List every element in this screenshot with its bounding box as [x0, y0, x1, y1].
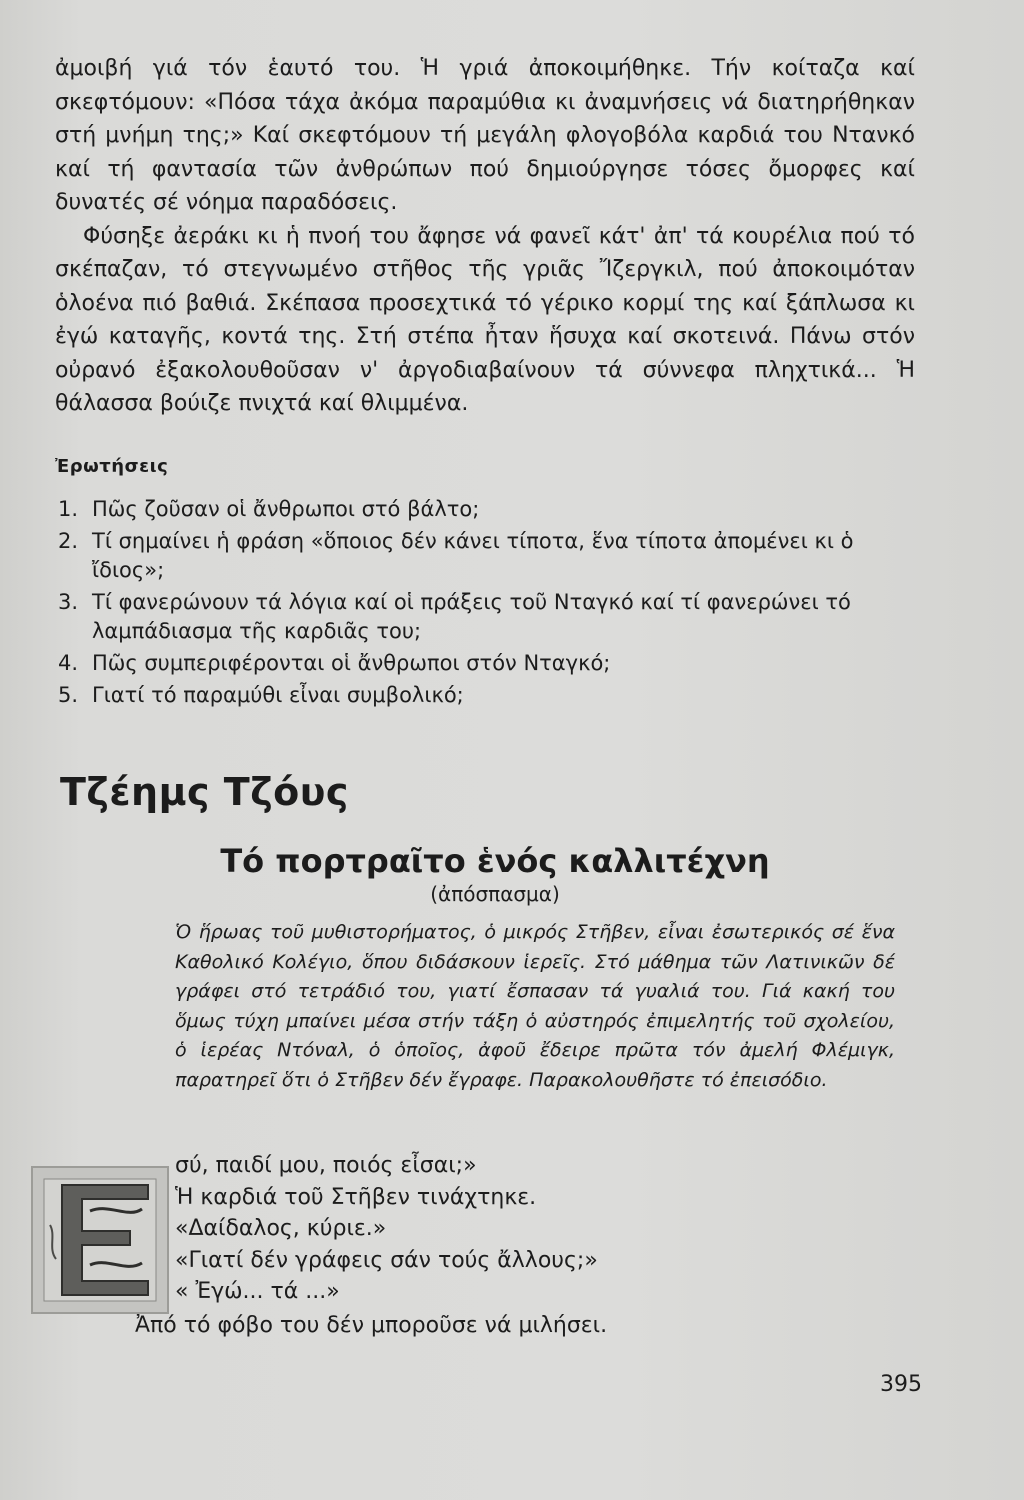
dialog-excerpt — [135, 1150, 935, 1341]
question-text: Γιατί τό παραμύθι εἶναι συμβολικό; — [92, 683, 464, 707]
questions-heading: Ἐρωτήσεις — [55, 456, 169, 477]
work-title: Τό πορτραῖτο ἑνός καλλιτέχνη — [220, 842, 770, 880]
dialog-line: «Γιατί δέν γράφεις σάν τούς ἄλλους;» — [175, 1247, 598, 1273]
dialog-line: Ἡ καρδιά τοῦ Στῆβεν τινάχτηκε. — [175, 1184, 537, 1210]
question-number: 5. — [58, 683, 79, 707]
dialog-line: Ἀπό τό φόβο του δέν μποροῦσε νά μιλήσει. — [135, 1312, 608, 1338]
ornamental-initial-e-icon — [30, 1165, 170, 1315]
work-subtitle: (ἀπόσπασμα) — [430, 882, 560, 906]
dialog-line: «Δαίδαλος, κύριε.» — [175, 1216, 387, 1241]
author-name: Τζέημς Τζόυς — [60, 770, 349, 814]
question-number: 3. — [58, 590, 79, 614]
question-item — [58, 649, 918, 678]
question-item — [58, 495, 918, 524]
dialog-line: σύ, παιδί μου, ποιός εἶσαι;» — [175, 1153, 477, 1178]
question-number: 1. — [58, 497, 79, 521]
prose-paragraph-1: ἀμοιβή γιά τόν ἑαυτό του. Ἡ γριά ἀποκοιμήθηκε. Τήν κοίταζα καί σκεφτόμουν: «Πόσα τάχα ἀκόμα παραμύθια κι ἀναμνήσεις νά διατηρήθηκαν στή μνήμη της;» Καί σκεφτόμουν τή μεγάλη φλογοβόλα καρδιά του Ντανκό καί τή φαντασία τῶν ἀνθρώπων πού δημιούργησε τόσες ὄμορφες καί δυνατές σέ νόημα παραδόσεις. — [55, 56, 915, 215]
question-item — [58, 681, 918, 710]
question-text: Πῶς συμπεριφέρονται οἱ ἄνθρωποι στόν Νταγκό; — [92, 651, 611, 675]
dialog-line: « Ἐγώ... τά ...» — [175, 1279, 340, 1304]
story-prose — [55, 52, 915, 421]
page-number: 395 — [880, 1372, 922, 1397]
question-text: Τί φανερώνουν τά λόγια καί οἱ πράξεις τοῦ Νταγκό καί τί φανερώνει τό λαμπάδιασμα τῆς καρδιᾶς του; — [92, 590, 851, 643]
question-item — [58, 588, 918, 646]
question-item — [58, 527, 918, 585]
questions-list — [58, 495, 918, 713]
question-number: 4. — [58, 651, 79, 675]
question-text: Πῶς ζοῦσαν οἱ ἄνθρωποι στό βάλτο; — [92, 497, 480, 521]
prose-paragraph-2: Φύσηξε ἀεράκι κι ἡ πνοή του ἄφησε νά φανεῖ κάτ' ἀπ' τά κουρέλια πού τό σκέπαζαν, τό στεγνωμένο στῆθος τῆς γριᾶς Ἴζεργκιλ, πού ἀποκοιμόταν ὁλοένα πιό βαθιά. Σκέπασα προσεχτικά τό γέρικο κορμί της καί ξάπλωσα κι ἐγώ καταγῆς, κοντά της. Στή στέπα ἦταν ἥσυχα καί σκοτεινά. Πάνω στόν οὐρανό ἐξακολουθοῦσαν ν' ἀργοδιαβαίνουν τά σύννεφα πληχτικά... Ἡ θάλασσα βούιζε πνιχτά καί θλιμμένα. — [55, 223, 915, 416]
intro-paragraph: Ὁ ἥρωας τοῦ μυθιστορήματος, ὁ μικρός Στῆβεν, εἶναι ἐσωτερικός σέ ἕνα Καθολικό Κολέγιο, ὅπου διδάσκουν ἱερεῖς. Στό μάθημα τῶν Λατινικῶν δέ γράφει στό τετράδιό του, γιατί ἔσπασαν τά γυαλιά του. Γιά κακή του ὅμως τύχη μπαίνει μέσα στήν τάξη ὁ αὐστηρός ἐπιμελητής τοῦ σχολείου, ὁ ἱερέας Ντόναλ, ὁ ὁποῖος, ἀφοῦ ἔδειρε πρῶτα τόν ἀμελή Φλέμιγκ, παρατηρεῖ ὅτι ὁ Στῆβεν δέν ἔγραφε. Παρακολουθῆστε τό ἐπεισόδιο. — [175, 921, 895, 1091]
question-number: 2. — [58, 529, 79, 553]
question-text: Τί σημαίνει ἡ φράση «ὅποιος δέν κάνει τίποτα, ἕνα τίποτα ἀπομένει κι ὁ ἴδιος»; — [92, 529, 854, 582]
